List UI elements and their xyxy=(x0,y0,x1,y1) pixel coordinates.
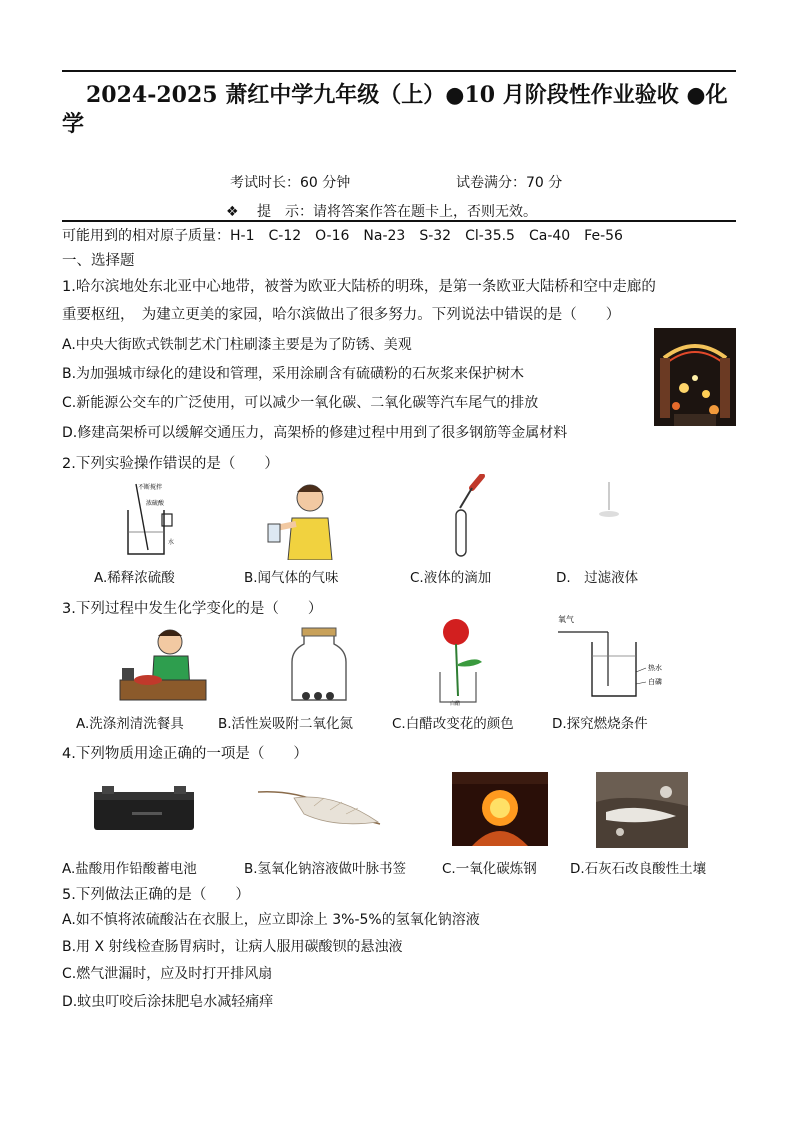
q5-option-c: C.燃气泄漏时，应及时打开排风扇 xyxy=(62,966,273,982)
header-bottom-rule xyxy=(62,220,736,222)
q2-option-b: B.闻气体的气味 xyxy=(244,570,339,586)
q3-option-b: B.活性炭吸附二氧化氮 xyxy=(218,716,354,732)
filtering-figure xyxy=(594,480,624,520)
q5-option-a: A.如不慎将浓硫酸沾在衣服上，应立即涂上 3%-5%的氢氧化钠溶液 xyxy=(62,912,480,928)
steel-smelting-photo xyxy=(452,772,548,846)
street-night-photo xyxy=(654,328,736,426)
limestone-soil-photo xyxy=(596,772,688,848)
q5-option-b: B.用 X 射线检查肠胃病时，让病人服用碳酸钡的悬浊液 xyxy=(62,939,403,955)
section-heading: 一、选择题 xyxy=(62,253,135,269)
q2-option-a: A.稀释浓硫酸 xyxy=(94,570,175,586)
q1-option-b: B.为加强城市绿化的建设和管理，采用涂刷含有硫磺粉的石灰浆来保护树木 xyxy=(62,366,525,382)
q4-option-c: C.一氧化碳炼钢 xyxy=(442,861,537,877)
top-rule xyxy=(62,70,736,72)
smelling-gas-figure xyxy=(262,478,352,560)
page-title-continued: 学 xyxy=(62,111,85,137)
q3-option-a: A.洗涤剂清洗餐具 xyxy=(76,716,184,732)
q5-stem: 5.下列做法正确的是（ ） xyxy=(62,887,250,903)
q1-option-d: D.修建高架桥可以缓解交通压力，高架桥的修建过程中用到了很多钢筋等金属材料 xyxy=(62,425,568,441)
charcoal-jar-figure xyxy=(288,626,350,704)
atomic-masses: 可能用到的相对原子质量：H-1 C-12 O-16 Na-23 S-32 Cl-35.5 Ca-40 Fe-56 xyxy=(62,228,623,244)
q3-option-d: D.探究燃烧条件 xyxy=(552,716,648,732)
q4-option-a: A.盐酸用作铅酸蓄电池 xyxy=(62,861,197,877)
q2-stem: 2.下列实验操作错误的是（ ） xyxy=(62,456,279,472)
fig-label-hot-water: 热水 xyxy=(648,664,662,672)
fig-label-oxygen: 氧气 xyxy=(558,615,574,624)
q2-option-d: D. 过滤液体 xyxy=(556,570,639,586)
exam-full-score: 试卷满分：70 分 xyxy=(456,175,563,191)
fig-label-white-phosphorus: 白磷 xyxy=(648,678,662,686)
q1-stem-line1: 1.哈尔滨地处东北亚中心地带，被誉为欧亚大陆桥的明珠，是第一条欧亚大陆桥和空中走廊的 xyxy=(62,279,656,295)
fig-label-water: 水 xyxy=(168,539,175,546)
combustion-experiment-figure xyxy=(556,612,668,700)
rose-vinegar-figure xyxy=(432,616,492,706)
q3-option-c: C.白醋改变花的颜色 xyxy=(392,716,514,732)
q1-stem-line2: 重要枢纽， 为建立更美的家园，哈尔滨做出了很多努力。下列说法中错误的是（ ） xyxy=(62,307,621,323)
dropper-figure xyxy=(444,474,494,560)
diluting-acid-figure xyxy=(118,480,188,560)
q3-stem: 3.下列过程中发生化学变化的是（ ） xyxy=(62,601,323,617)
tip-text: 提 示：请将答案作答在题卡上，否则无效。 xyxy=(257,204,538,220)
q4-option-d: D.石灰石改良酸性土壤 xyxy=(570,861,707,877)
tip-line xyxy=(226,201,537,221)
washing-dishes-figure xyxy=(118,624,208,704)
q4-stem: 4.下列物质用途正确的一项是（ ） xyxy=(62,746,308,762)
fig-label-vinegar: 白醋 xyxy=(450,701,461,706)
q1-option-c: C.新能源公交车的广泛使用，可以减少一氧化碳、二氧化碳等汽车尾气的排放 xyxy=(62,395,539,411)
q1-option-a: A.中央大街欧式铁制艺术门柱刷漆主要是为了防锈、美观 xyxy=(62,337,412,353)
exam-duration: 考试时长：60 分钟 xyxy=(230,175,351,191)
diamond-icon: ❖ xyxy=(226,204,239,220)
q2-option-c: C.液体的滴加 xyxy=(410,570,492,586)
lead-acid-battery-photo xyxy=(92,786,196,832)
leaf-vein-bookmark-photo xyxy=(254,784,384,832)
fig-label-acid: 浓硫酸 xyxy=(146,500,165,507)
fig-label-stir: 不断搅拌 xyxy=(138,484,163,491)
q5-option-d: D.蚊虫叮咬后涂抹肥皂水减轻痛痒 xyxy=(62,994,274,1010)
page-title: 2024-2025 萧红中学九年级（上）●10 月阶段性作业验收 ●化 xyxy=(86,82,728,108)
q4-option-b: B.氢氧化钠溶液做叶脉书签 xyxy=(244,861,407,877)
